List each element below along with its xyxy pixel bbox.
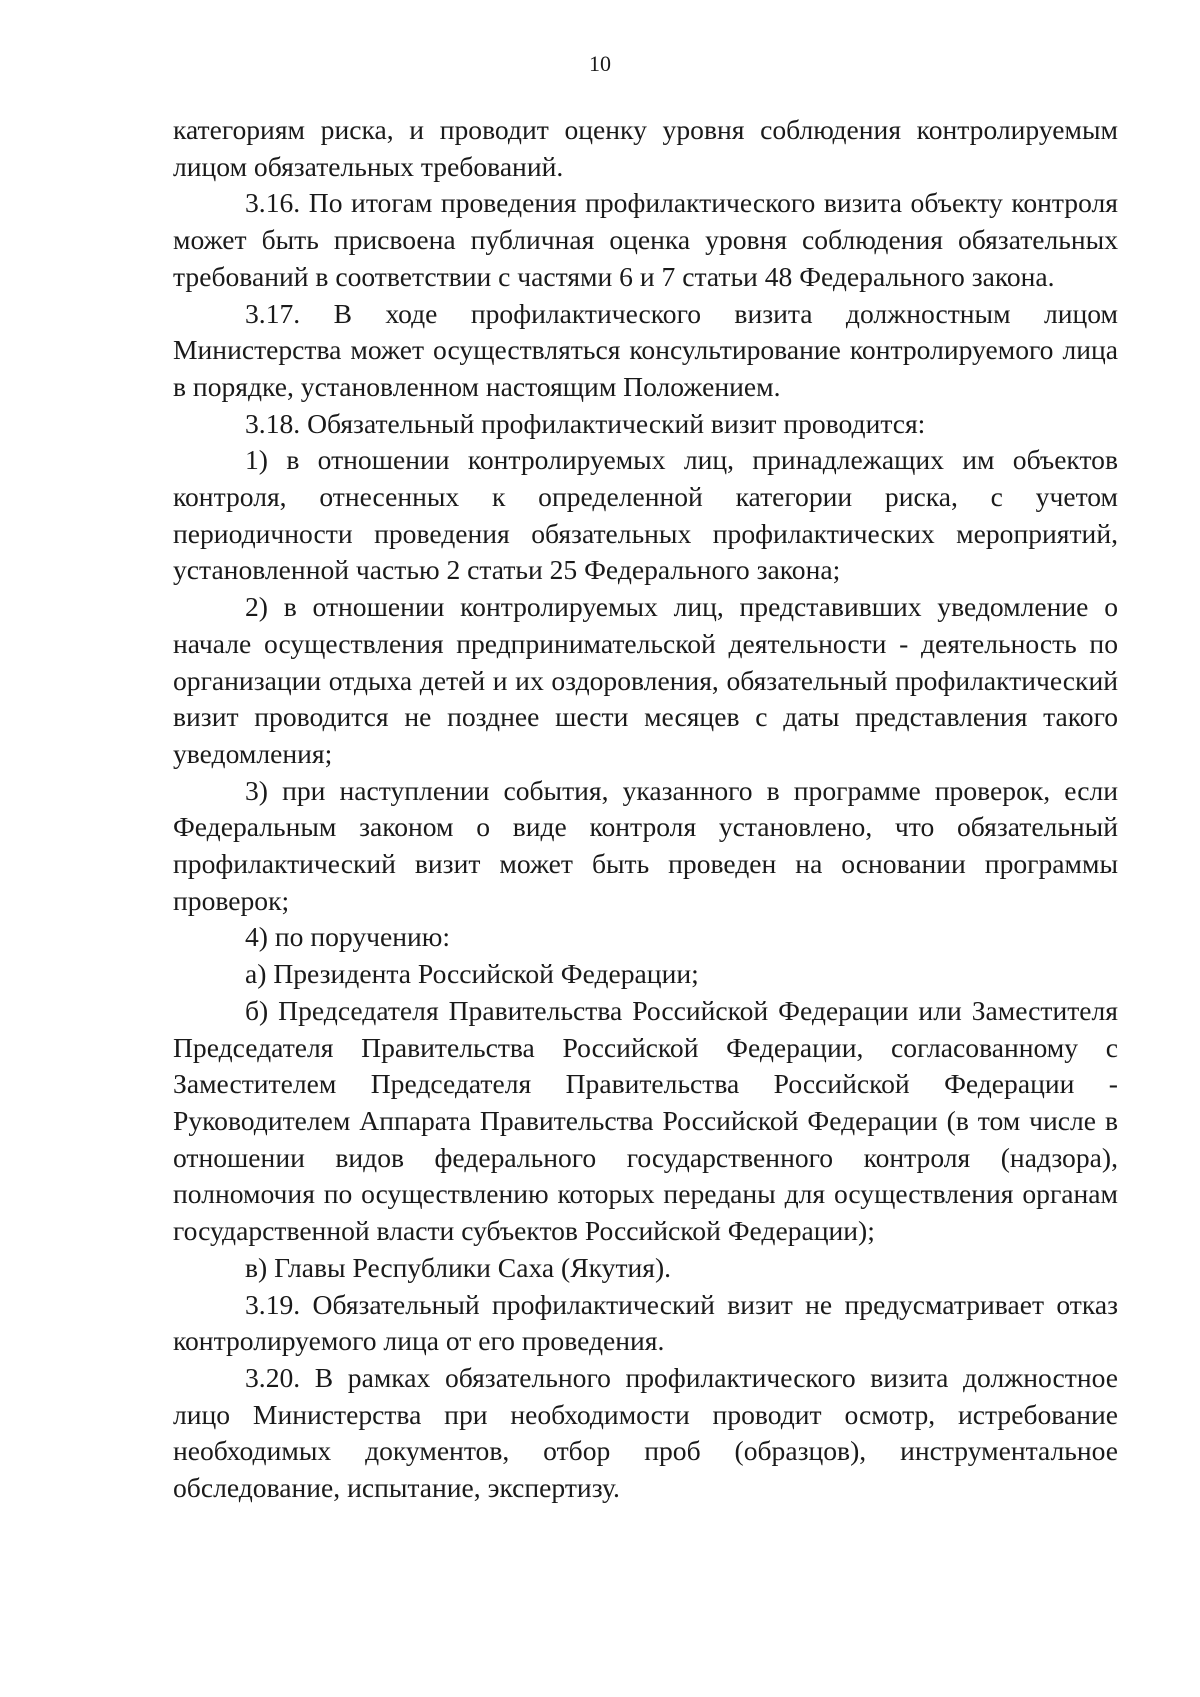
paragraph-3-19: 3.19. Обязательный профилактический визит не предусматривает отказ контролируемого лица от его проведения. xyxy=(173,1288,1118,1357)
sub-item-a: а) Президента Российской Федерации; xyxy=(245,958,699,990)
list-item-3: 3) при наступлении события, указанного в программе проверок, если Федеральным законом о виде контроля установлено, что обязательный профилактический визит может быть проведен на основании программы проверок; xyxy=(173,774,1118,916)
list-item-4: 4) по поручению: xyxy=(245,921,451,953)
sub-item-b: б) Председателя Правительства Российской Федерации или Заместителя Председателя Правительства Российской Федерации, согласованному с Заместителем Председателя Правительства Российской Федерации - Руководителем Аппарата Правительства Российской Федерации (в том числе в отношении видов федерального государственного контроля (надзора), полномочия по осуществлению которых переданы для осуществления органам государственной власти субъектов Российской Федерации); xyxy=(173,994,1118,1247)
list-item-1: 1) в отношении контролируемых лиц, принадлежащих им объектов контроля, отнесенных к определенной категории риска, с учетом периодичности проведения обязательных профилактических мероприятий, установленной частью 2 статьи 25 Федерального закона; xyxy=(173,444,1118,586)
page-number: 10 xyxy=(589,51,611,76)
paragraph-3-16: 3.16. По итогам проведения профилактического визита объекту контроля может быть присвоена публичная оценка уровня соблюдения обязательных требований в соответствии с частями 6 и 7 статьи 48 Федерального закона. xyxy=(173,187,1118,292)
paragraph-3-18: 3.18. Обязательный профилактический визит проводится: xyxy=(245,407,926,439)
paragraph-continuation: категориям риска, и проводит оценку уровня соблюдения контролируемым лицом обязательных требований. xyxy=(173,114,1118,182)
paragraph-3-20: 3.20. В рамках обязательного профилактического визита должностное лицо Министерства при необходимости проводит осмотр, истребование необходимых документов, отбор проб (образцов), инструментальное обследование, испытание, экспертизу. xyxy=(173,1361,1118,1504)
document-body xyxy=(173,112,1118,1507)
paragraph-3-17: 3.17. В ходе профилактического визита должностным лицом Министерства может осуществляться консультирование контролируемого лица в порядке, установленном настоящим Положением. xyxy=(173,297,1118,402)
sub-item-v: в) Главы Республики Саха (Якутия). xyxy=(245,1251,672,1283)
list-item-2: 2) в отношении контролируемых лиц, представивших уведомление о начале осуществления предпринимательской деятельности - деятельность по организации отдыха детей и их оздоровления, обязательный профилактический визит проводится не позднее шести месяцев с даты представления такого уведомления; xyxy=(173,591,1118,769)
